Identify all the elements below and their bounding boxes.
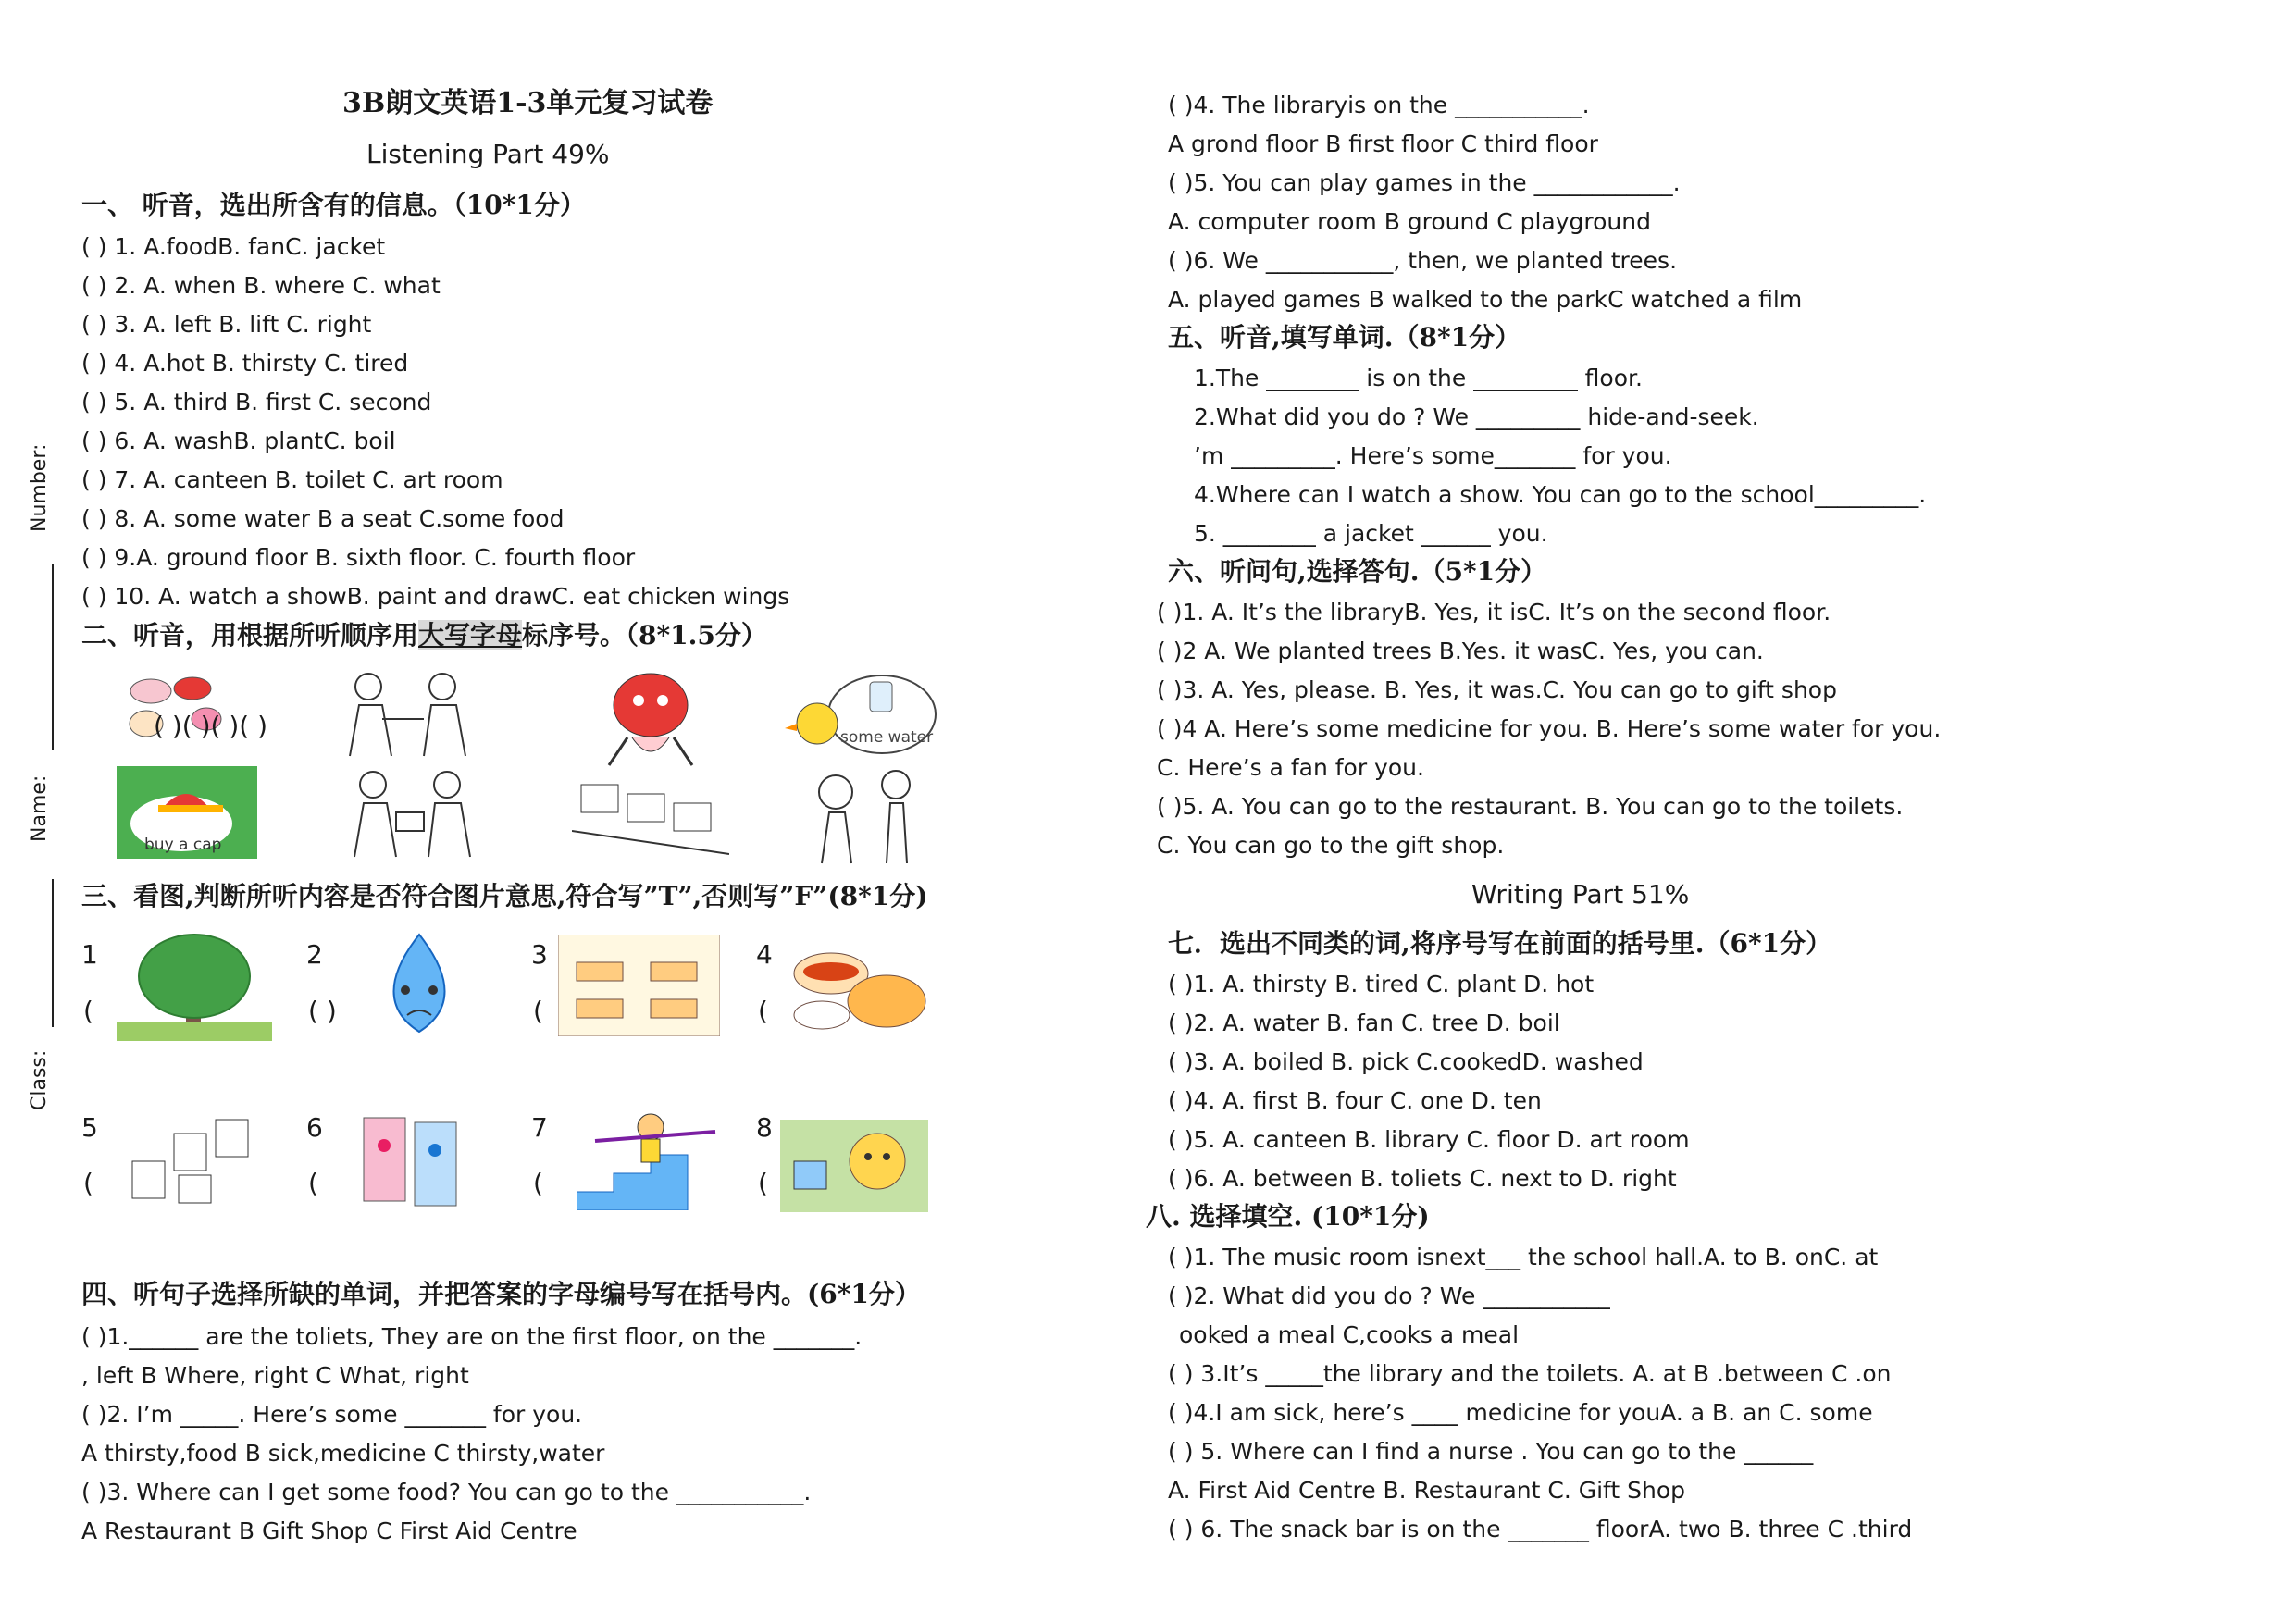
name-label: Name: — [28, 774, 51, 842]
buy-a-cap-picture — [117, 766, 257, 859]
s3-number: 6 — [306, 1112, 323, 1143]
section8-heading: 八. 选择填空. (10*1分) — [1146, 1201, 1430, 1232]
s3-number: 4 — [756, 939, 773, 970]
bear-grass-picture — [780, 1120, 928, 1212]
s3-number: 2 — [306, 939, 323, 970]
s8-line: A. First Aid Centre B. Restaurant C. Gift Shop — [1168, 1477, 1686, 1504]
s1-item: ( ) 5. A. third B. first C. second — [81, 389, 432, 415]
tree-picture — [117, 930, 272, 1041]
buy-a-cap-text: buy a cap — [144, 836, 222, 854]
s4-cont-line: A. computer room B ground C playground — [1168, 208, 1651, 235]
s4-cont-line: ( )5. You can play games in the ____________. — [1168, 169, 1681, 196]
section7-heading: 七．选出不同类的词,将序号写在前面的括号里.（6*1分） — [1168, 928, 1832, 959]
s4-cont-line: ( )4. The libraryis on the ___________. — [1168, 92, 1590, 118]
section5-heading: 五、听音,填写单词.（8*1分） — [1168, 322, 1521, 353]
s7-line: ( )6. A. between B. toliets C. next to D. right — [1168, 1165, 1677, 1192]
s8-line: ( ) 5. Where can I find a nurse . You can go to the ______ — [1168, 1438, 1814, 1465]
s6-line: ( )5. A. You can go to the restaurant. B. You can go to the toilets. — [1157, 793, 1904, 820]
s1-item: ( ) 6. A. washB. plantC. boil — [81, 427, 396, 454]
s6-line: C. Here’s a fan for you. — [1157, 754, 1424, 781]
boy-stairs-picture — [577, 1109, 725, 1210]
s3-answer-paren[interactable]: ( — [308, 1168, 318, 1198]
s7-line: ( )4. A. first B. four C. one D. ten — [1168, 1087, 1542, 1114]
s3-answer-paren[interactable]: ( — [533, 1168, 543, 1198]
s3-answer-paren[interactable]: ( — [83, 1168, 93, 1198]
number-blank[interactable] — [52, 564, 54, 750]
s5-line: 5. ________ a jacket ______ you. — [1194, 520, 1548, 547]
s4-line: ( )2. I’m _____. Here’s some _______ for you. — [81, 1401, 583, 1428]
s8-line: ( )4.I am sick, here’s ____ medicine for youA. a B. an C. some — [1168, 1399, 1873, 1426]
s2-heading-a: 二、听音，用根据所听顺序用 — [81, 620, 419, 650]
s4-cont-line: ( )6. We ___________, then, we planted trees. — [1168, 247, 1678, 274]
s3-answer-paren[interactable]: ( ) — [308, 996, 337, 1026]
writing-part-heading: Writing Part 51% — [1471, 879, 1690, 910]
s1-item: ( ) 9.A. ground floor B. sixth floor. C. fourth floor — [81, 544, 636, 571]
computer-room-picture — [572, 766, 729, 859]
s3-answer-paren[interactable]: ( — [758, 996, 768, 1026]
number-label: Number: — [28, 443, 51, 532]
toilet-doors-picture — [354, 1109, 475, 1210]
s8-line: ( )1. The music room isnext___ the school hall.A. to B. onC. at — [1168, 1244, 1879, 1270]
s3-number: 3 — [531, 939, 548, 970]
s7-line: ( )1. A. thirsty B. tired C. plant D. hot — [1168, 971, 1595, 997]
seats-picture — [123, 1106, 271, 1208]
helping-sketch-picture — [331, 766, 489, 859]
food-picture — [785, 936, 933, 1034]
s4-cont-line: A grond floor B first floor C third floor — [1168, 130, 1598, 157]
s4-line: ( )1.______ are the toliets, They are on the first floor, on the _______. — [81, 1323, 863, 1350]
s7-line: ( )2. A. water B. fan C. tree D. boil — [1168, 1010, 1560, 1036]
s3-number: 8 — [756, 1112, 773, 1143]
s2-order-parens[interactable]: ( )( )( )( ) — [154, 711, 267, 741]
s3-answer-paren[interactable]: ( — [83, 996, 93, 1026]
section6-heading: 六、听问句,选择答句.（5*1分） — [1168, 556, 1547, 587]
section4-heading: 四、听句子选择所缺的单词，并把答案的字母编号写在括号内。(6*1分） — [81, 1279, 921, 1309]
s1-item: ( ) 10. A. watch a showB. paint and drawC. eat chicken wings — [81, 583, 790, 610]
s7-line: ( )3. A. boiled B. pick C.cookedD. washed — [1168, 1048, 1644, 1075]
duck-water-picture — [780, 668, 942, 761]
s8-line: ooked a meal C,cooks a meal — [1179, 1321, 1520, 1348]
exam-title: 3B朗文英语1-3单元复习试卷 — [342, 87, 714, 119]
sick-character-picture — [581, 668, 720, 770]
s5-line: ’m _________. Here’s some_______ for you. — [1194, 442, 1672, 469]
s1-item: ( ) 3. A. left B. lift C. right — [81, 311, 372, 338]
singing-sketch-picture — [794, 766, 933, 868]
s1-item: ( ) 4. A.hot B. thirsty C. tired — [81, 350, 409, 377]
s1-item: ( ) 7. A. canteen B. toilet C. art room — [81, 466, 503, 493]
s4-line: ( )3. Where can I get some food? You can go to the ___________. — [81, 1479, 812, 1505]
listening-part-heading: Listening Part 49% — [366, 139, 610, 169]
s8-line: ( ) 6. The snack bar is on the _______ floorA. two B. three C .third — [1168, 1516, 1913, 1542]
s7-line: ( )5. A. canteen B. library C. floor D. art room — [1168, 1126, 1690, 1153]
s5-line: 2.What did you do ? We _________ hide-and-seek. — [1194, 403, 1759, 430]
s6-line: ( )4 A. Here’s some medicine for you. B. Here’s some water for you. — [1157, 715, 1942, 742]
s3-answer-paren[interactable]: ( — [758, 1168, 768, 1198]
s4-line: A thirsty,food B sick,medicine C thirsty,water — [81, 1440, 605, 1467]
s2-heading-highlight: 大写字母 — [418, 620, 523, 650]
s4-line: , left B Where, right C What, right — [81, 1362, 469, 1389]
sad-drop-picture — [359, 930, 479, 1036]
s6-line: ( )1. A. It’s the libraryB. Yes, it isC. It’s on the second floor. — [1157, 599, 1831, 626]
name-blank[interactable] — [52, 879, 54, 1027]
section1-heading: 一、 听音，选出所含有的信息。（10*1分） — [81, 190, 586, 220]
s4-line: A Restaurant B Gift Shop C First Aid Centre — [81, 1518, 577, 1544]
s8-line: ( ) 3.It’s _____the library and the toilets. A. at B .between C .on — [1168, 1360, 1892, 1387]
s3-number: 1 — [81, 939, 98, 970]
s3-number: 7 — [531, 1112, 548, 1143]
section3-heading: 三、看图,判断所听内容是否符合图片意思,符合写”T”,否则写”F”(8*1分) — [81, 881, 928, 911]
student-info-sidebar — [19, 407, 74, 1129]
s1-item: ( ) 1. A.foodB. fanC. jacket — [81, 233, 386, 260]
s1-item: ( ) 2. A. when B. where C. what — [81, 272, 441, 299]
class-label: Class: — [28, 1049, 51, 1110]
s2-heading-b: 标序号。（8*1.5分） — [522, 620, 767, 650]
s6-line: ( )2 A. We planted trees B.Yes. it wasC. Yes, you can. — [1157, 638, 1764, 664]
s1-item: ( ) 8. A. some water B a seat C.some food — [81, 505, 565, 532]
s4-cont-line: A. played games B walked to the parkC watched a film — [1168, 286, 1803, 313]
s8-line: ( )2. What did you do ? We ___________ — [1168, 1282, 1610, 1309]
s5-line: 1.The ________ is on the _________ floor. — [1194, 365, 1643, 391]
s6-line: ( )3. A. Yes, please. B. Yes, it was.C. You can go to gift shop — [1157, 676, 1837, 703]
s3-answer-paren[interactable]: ( — [533, 996, 543, 1026]
section2-heading — [81, 620, 767, 651]
people-sketch-picture — [331, 668, 489, 761]
s3-number: 5 — [81, 1112, 98, 1143]
s5-line: 4.Where can I watch a show. You can go to the school_________. — [1194, 481, 1927, 508]
some-water-text: some water — [840, 728, 934, 747]
s6-line: C. You can go to the gift shop. — [1157, 832, 1505, 859]
classroom-desks-picture — [558, 935, 720, 1036]
